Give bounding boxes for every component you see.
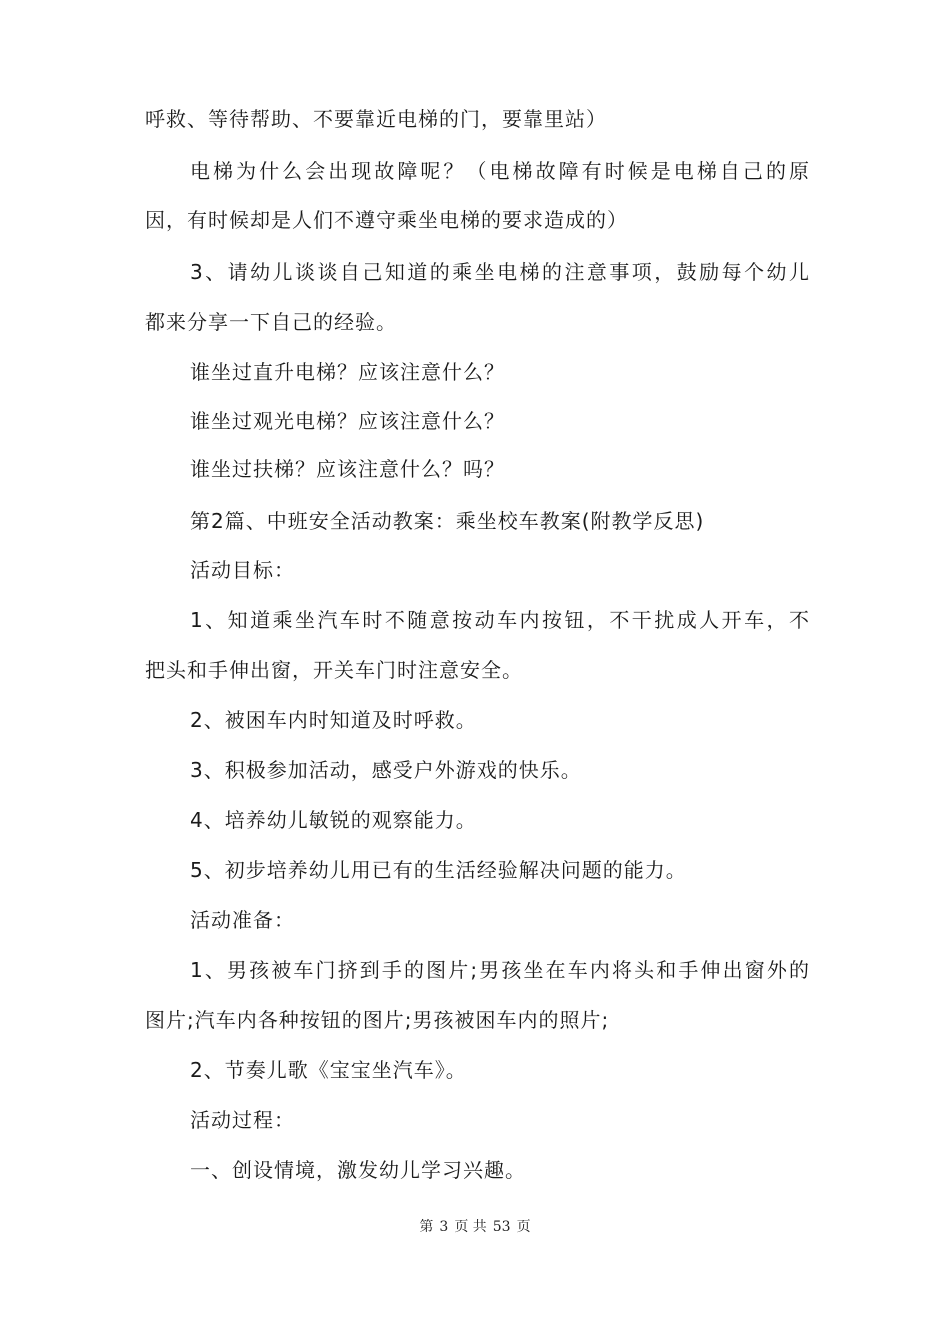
text-line: 电梯为什么会出现故障呢？（电梯故障有时候是电梯自己的原	[190, 159, 810, 183]
text-line: 图片;汽车内各种按钮的图片;男孩被困车内的照片;	[145, 1008, 610, 1032]
subheading: 活动目标：	[190, 558, 295, 582]
text-line: 3、请幼儿谈谈自己知道的乘坐电梯的注意事项，鼓励每个幼儿	[190, 260, 810, 284]
text-line: 一、创设情境，激发幼儿学习兴趣。	[190, 1158, 526, 1182]
subheading: 活动过程：	[190, 1108, 295, 1132]
text-line: 2、被困车内时知道及时呼救。	[190, 708, 477, 732]
text-line: 都来分享一下自己的经验。	[145, 310, 397, 334]
text-line: 把头和手伸出窗，开关车门时注意安全。	[145, 658, 523, 682]
footer-middle: 页 共	[454, 1219, 487, 1235]
text-line: 3、积极参加活动，感受户外游戏的快乐。	[190, 758, 582, 782]
section-heading: 第2篇、中班安全活动教案：乘坐校车教案(附教学反思)	[190, 509, 705, 533]
text-line: 谁坐过观光电梯？应该注意什么？	[190, 409, 505, 433]
text-line: 谁坐过直升电梯？应该注意什么？	[190, 360, 505, 384]
text-line: 2、节奏儿歌《宝宝坐汽车》。	[190, 1058, 467, 1082]
footer-suffix: 页	[516, 1219, 531, 1235]
page-footer	[0, 1216, 950, 1236]
text-line: 4、培养幼儿敏锐的观察能力。	[190, 808, 477, 832]
subheading: 活动准备：	[190, 908, 295, 932]
text-line: 1、男孩被车门挤到手的图片;男孩坐在车内将头和手伸出窗外的	[190, 958, 810, 982]
text-line: 呼救、等待帮助、不要靠近电梯的门，要靠里站）	[145, 107, 607, 131]
text-line: 5、初步培养幼儿用已有的生活经验解决问题的能力。	[190, 858, 687, 882]
text-line: 1、知道乘坐汽车时不随意按动车内按钮，不干扰成人开车，不	[190, 608, 810, 632]
total-pages-number: 53	[492, 1219, 511, 1235]
text-line: 谁坐过扶梯？应该注意什么？吗？	[190, 457, 505, 481]
text-line: 因，有时候却是人们不遵守乘坐电梯的要求造成的）	[145, 208, 628, 232]
footer-prefix: 第	[419, 1219, 434, 1235]
current-page-number: 3	[439, 1219, 449, 1235]
